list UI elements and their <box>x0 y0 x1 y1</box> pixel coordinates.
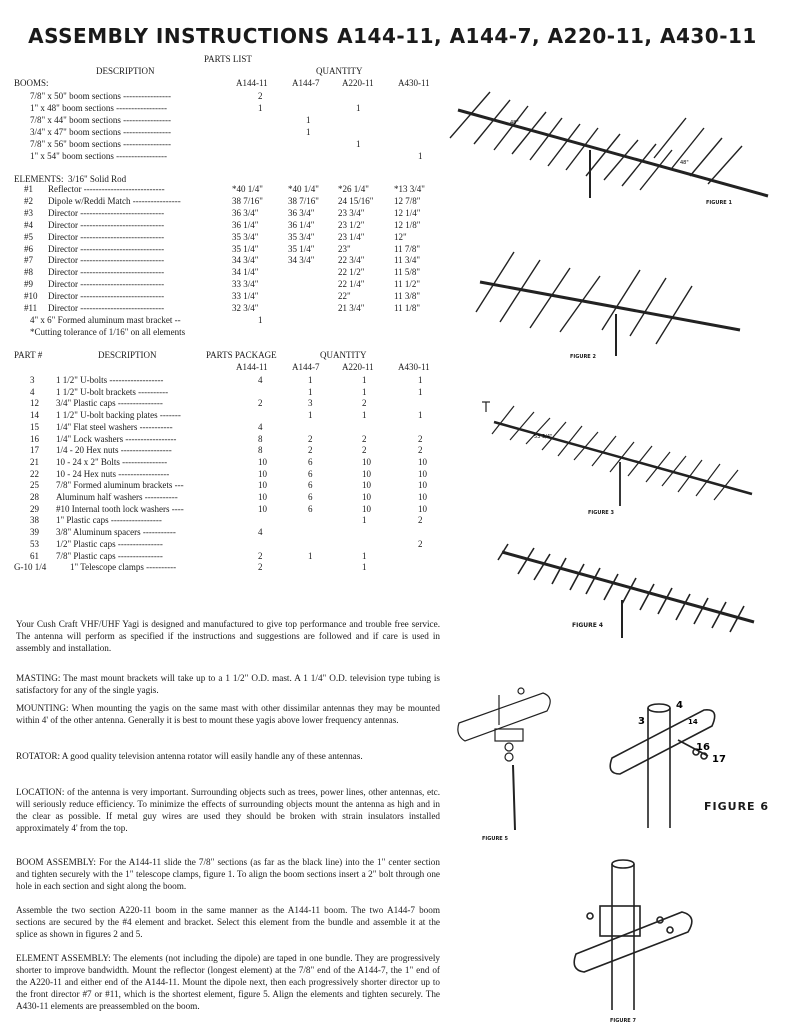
part-number: 25 <box>30 480 39 491</box>
part-description: 1 1/2" U-bolt backing plates ------- <box>56 410 181 421</box>
part-quantity: 10 <box>258 480 267 491</box>
part-quantity: 8 <box>258 445 263 456</box>
part-quantity: 6 <box>308 480 313 491</box>
part-quantity: 1 <box>308 386 313 397</box>
part-quantity: 1 <box>362 515 367 526</box>
element-number: #10 <box>24 291 38 302</box>
part-quantity: 4 <box>258 375 263 385</box>
part-quantity: 10 <box>418 503 427 514</box>
figure-4-diagram <box>494 540 774 640</box>
part-quantity: 1 <box>362 386 367 397</box>
part-quantity: 2 <box>258 398 263 409</box>
part-quantity: 1 <box>418 386 423 397</box>
figure-6-caption: FIGURE 6 <box>704 800 770 813</box>
part-description: 1/4" Flat steel washers ----------- <box>56 421 173 432</box>
elements-header: ELEMENTS: 3/16" Solid Rod <box>14 174 127 184</box>
boom-description: 3/4" x 47" boom sections ---------------- <box>30 127 172 137</box>
element-description: Director ---------------------------- <box>48 291 165 302</box>
part-quantity: 1 <box>362 550 367 561</box>
part-number: 28 <box>30 492 39 502</box>
figure-5-diagram <box>455 685 565 835</box>
figure-1-caption: FIGURE 1 <box>706 200 732 206</box>
element-length: 12 7/8" <box>394 195 421 206</box>
part-quantity: 1 <box>308 375 313 385</box>
part-quantity: 6 <box>308 468 313 479</box>
element-length: 35 1/4" <box>288 243 315 254</box>
part-description: #10 Internal tooth lock washers ---- <box>56 503 184 514</box>
parts-list-description-header: DESCRIPTION <box>96 66 155 76</box>
figure-5-caption: FIGURE 5 <box>482 836 508 842</box>
element-number: #3 <box>24 207 33 218</box>
part-quantity: 1 <box>308 550 313 561</box>
figure-2-antenna <box>476 252 740 356</box>
part-number: 61 <box>30 550 39 561</box>
element-length: 11 1/2" <box>394 279 421 290</box>
figure-4-antenna <box>498 544 754 638</box>
part-number: 4 <box>30 386 35 397</box>
part-number: 29 <box>30 503 39 514</box>
package-description-header: DESCRIPTION <box>98 350 157 360</box>
part-number-header: PART # <box>14 350 43 360</box>
part-quantity: 1 <box>418 375 423 385</box>
element-length: 24 15/16" <box>338 195 374 206</box>
element-length: 33 3/4" <box>232 279 259 290</box>
fig6-label: 14 <box>688 718 698 726</box>
model-header: A144-11 <box>236 362 268 372</box>
boom-quantity: 1 <box>306 127 311 137</box>
element-number: #8 <box>24 267 33 278</box>
part-description: 1/2" Plastic caps --------------- <box>56 538 163 549</box>
parts-list-quantity-header: QUANTITY <box>316 66 363 76</box>
part-quantity: 2 <box>362 433 367 444</box>
part-quantity: 1 <box>362 562 367 573</box>
figure-6-clamp <box>610 704 714 828</box>
part-quantity: 4 <box>258 527 263 538</box>
figure-3-diagram <box>482 398 772 510</box>
part-quantity: 10 <box>258 456 267 467</box>
element-length: *40 1/4" <box>288 184 319 194</box>
figure-7-clamp <box>574 860 692 1010</box>
element-length: 22 1/2" <box>338 267 365 278</box>
part-quantity: 2 <box>418 538 423 549</box>
part-number: 53 <box>30 538 39 549</box>
part-quantity: 10 <box>258 492 267 502</box>
element-number: #1 <box>24 184 33 194</box>
part-quantity: 6 <box>308 456 313 467</box>
element-length: *26 1/4" <box>338 184 369 194</box>
element-length: 12 1/8" <box>394 219 421 230</box>
element-length: *13 3/4" <box>394 184 425 194</box>
element-description: Director ---------------------------- <box>48 267 165 278</box>
element-length: 22" <box>338 291 351 302</box>
part-description: 1 1/2" U-bolts ------------------ <box>56 375 164 385</box>
part-quantity: 6 <box>308 492 313 502</box>
element-length: 12" <box>394 231 407 242</box>
figure-4-caption: FIGURE 4 <box>572 622 604 629</box>
element-length: 23 3/4" <box>338 207 365 218</box>
element-description: Director ---------------------------- <box>48 303 165 313</box>
part-quantity: 2 <box>418 445 423 456</box>
figure-1-diagram <box>450 80 780 210</box>
part-number: 3 <box>30 375 35 385</box>
mast-bracket-desc: 4" x 6" Formed aluminum mast bracket -- <box>30 315 181 325</box>
model-header: A430-11 <box>398 362 430 372</box>
part-description: 3/4" Plastic caps --------------- <box>56 398 163 409</box>
boom-description: 7/8" x 50" boom sections ---------------- <box>30 91 172 101</box>
part-quantity: 10 <box>418 456 427 467</box>
parts-list-heading: PARTS LIST <box>204 54 252 64</box>
part-quantity: 2 <box>258 562 263 573</box>
part-number: 21 <box>30 456 39 467</box>
element-number: #9 <box>24 279 33 290</box>
boom-quantity: 1 <box>418 151 423 161</box>
instruction-paragraph: ELEMENT ASSEMBLY: The elements (not including the dipole) are taped in one bundle. They are progressively shorter to improve bandwidth. Mount the reflector (longest element) at the 7/8" end of the A144-7, the 1" end of the A220-11 and either end of the A144-11. Mount the dipole next, then each progressively shorter director up to the front director #7 or #11, which is the shortest element, figure 5. Align the elements and tighten securely. The A430-11 elements are preassembled on the boom. <box>16 953 440 1011</box>
fig6-label: 16 <box>696 742 710 753</box>
part-quantity: 10 <box>362 492 371 502</box>
model-header: A430-11 <box>398 78 430 88</box>
part-number: 15 <box>30 421 39 432</box>
part-quantity: 10 <box>362 503 371 514</box>
part-quantity: 1 <box>308 410 313 421</box>
instruction-paragraph: Your Cush Craft VHF/UHF Yagi is designed and manufactured to give top performance and trouble free service. The antenna will perform as specified if the instructions and suggestions are followed and if care is used in assembly and installation. <box>16 619 440 653</box>
part-number: G-10 1/4 <box>14 562 47 573</box>
element-number: #6 <box>24 243 33 254</box>
part-quantity: 3 <box>308 398 313 409</box>
part-description: 3/8" Aluminum spacers ----------- <box>56 527 176 538</box>
part-description: 10 - 24 x 2" Bolts --------------- <box>56 456 168 467</box>
booms-header: BOOMS: <box>14 78 49 88</box>
element-length: 34 3/4" <box>288 255 315 266</box>
part-number: 38 <box>30 515 39 526</box>
element-length: 32 3/4" <box>232 303 259 313</box>
element-length: 35 3/4" <box>232 231 259 242</box>
instruction-paragraph: Assemble the two section A220-11 boom in the same manner as the A144-11 boom. The two A144-7 boom sections are secured by the #4 element and bracket. Select this element from the bundle and assemble it at the splice as shown in figures 2 and 5. <box>16 905 440 939</box>
element-description: Dipole w/Reddi Match ---------------- <box>48 195 181 206</box>
element-length: 22 3/4" <box>338 255 365 266</box>
element-length: *40 1/4" <box>232 184 263 194</box>
fig6-label: 4 <box>676 700 683 711</box>
figure-3-antenna <box>482 402 752 506</box>
part-quantity: 10 <box>362 468 371 479</box>
element-length: 23 1/4" <box>338 231 365 242</box>
element-description: Director ---------------------------- <box>48 219 165 230</box>
part-description: 1" Telescope clamps ---------- <box>70 562 177 573</box>
part-quantity: 8 <box>258 433 263 444</box>
part-quantity: 10 <box>418 480 427 491</box>
part-quantity: 2 <box>308 445 313 456</box>
element-number: #7 <box>24 255 33 266</box>
part-quantity: 6 <box>308 503 313 514</box>
figure-3-caption: FIGURE 3 <box>588 510 614 516</box>
part-quantity: 10 <box>418 492 427 502</box>
element-length: 23" <box>338 243 351 254</box>
part-description: Aluminum half washers ----------- <box>56 492 178 502</box>
element-length: 38 7/16" <box>288 195 319 206</box>
cutting-note: *Cutting tolerance of 1/16" on all elements <box>30 327 186 337</box>
part-quantity: 2 <box>258 550 263 561</box>
fig6-label: 3 <box>638 716 645 727</box>
page-title: ASSEMBLY INSTRUCTIONS A144-11, A144-7, A220-11, A430-11 <box>28 24 757 48</box>
part-description: 1" Plastic caps ----------------- <box>56 515 162 526</box>
element-length: 34 3/4" <box>232 255 259 266</box>
element-description: Director ---------------------------- <box>48 243 165 254</box>
part-quantity: 1 <box>418 410 423 421</box>
boom-description: 1" x 54" boom sections ----------------- <box>30 151 168 161</box>
boom-description: 7/8" x 56" boom sections ---------------- <box>30 139 172 149</box>
element-length: 21 3/4" <box>338 303 365 313</box>
part-number: 12 <box>30 398 39 409</box>
fig6-label: 17 <box>712 754 726 765</box>
figure-7-diagram <box>570 860 710 1020</box>
element-length: 11 3/4" <box>394 255 421 266</box>
part-quantity: 10 <box>362 480 371 491</box>
part-quantity: 10 <box>258 468 267 479</box>
boom-quantity: 1 <box>356 139 361 149</box>
element-length: 22 1/4" <box>338 279 365 290</box>
element-number: #4 <box>24 219 33 230</box>
element-description: Reflector --------------------------- <box>48 184 165 194</box>
fig1-dim-b: 48" <box>680 160 689 166</box>
part-number: 39 <box>30 527 39 538</box>
element-length: 36 3/4" <box>232 207 259 218</box>
part-description: 10 - 24 Hex nuts ----------------- <box>56 468 170 479</box>
element-length: 11 3/8" <box>394 291 421 302</box>
part-quantity: 1 <box>362 410 367 421</box>
element-length: 12 1/4" <box>394 207 421 218</box>
model-header: A220-11 <box>342 362 374 372</box>
element-length: 34 1/4" <box>232 267 259 278</box>
element-length: 11 1/8" <box>394 303 421 313</box>
element-length: 36 1/4" <box>288 219 315 230</box>
part-quantity: 10 <box>418 468 427 479</box>
fig1-dim-a: 48" <box>510 120 519 126</box>
part-description: 7/8" Plastic caps --------------- <box>56 550 163 561</box>
element-description: Director ---------------------------- <box>48 255 165 266</box>
part-number: 16 <box>30 433 39 444</box>
fig3-dim: 53 3/4" <box>534 434 553 440</box>
part-quantity: 2 <box>362 398 367 409</box>
element-length: 36 3/4" <box>288 207 315 218</box>
boom-quantity: 2 <box>258 91 263 101</box>
boom-quantity: 1 <box>258 103 263 113</box>
model-header: A144-7 <box>292 362 320 372</box>
part-quantity: 2 <box>362 445 367 456</box>
element-description: Director ---------------------------- <box>48 231 165 242</box>
package-quantity-header: QUANTITY <box>320 350 367 360</box>
element-length: 33 1/4" <box>232 291 259 302</box>
part-description: 1/4" Lock washers ----------------- <box>56 433 177 444</box>
part-quantity: 4 <box>258 421 263 432</box>
parts-package-header: PARTS PACKAGE <box>206 350 277 360</box>
part-quantity: 2 <box>418 433 423 444</box>
element-description: Director ---------------------------- <box>48 207 165 218</box>
part-quantity: 10 <box>362 456 371 467</box>
part-description: 7/8" Formed aluminum brackets --- <box>56 480 184 491</box>
instruction-paragraph: LOCATION: of the antenna is very important. Surrounding objects such as trees, power lines, other antennas, etc. will seriously reduce efficiency. To minimize the effects of surrounding objects mount the antenna as high and in the clear as possible. If metal guy wires are used they should be broken with strain insulators installed approximately 4' from the top. <box>16 787 440 833</box>
boom-quantity: 1 <box>356 103 361 113</box>
instruction-paragraph: ROTATOR: A good quality television antenna rotator will easily handle any of these antennas. <box>16 751 363 761</box>
figure-2-diagram <box>470 252 770 362</box>
part-description: 1 1/2" U-bolt brackets ---------- <box>56 386 169 397</box>
model-header: A144-11 <box>236 78 268 88</box>
figure-2-caption: FIGURE 2 <box>570 354 596 360</box>
element-length: 11 5/8" <box>394 267 421 278</box>
instruction-paragraph: MASTING: The mast mount brackets will take up to a 1 1/2" O.D. mast. A 1 1/4" O.D. television type tubing is satisfactory for any of the single yagis. <box>16 673 440 695</box>
boom-description: 7/8" x 44" boom sections ---------------- <box>30 115 172 125</box>
part-description: 1/4 - 20 Hex nuts ----------------- <box>56 445 172 456</box>
element-length: 35 3/4" <box>288 231 315 242</box>
element-number: #5 <box>24 231 33 242</box>
model-header: A144-7 <box>292 78 320 88</box>
figure-7-caption: FIGURE 7 <box>610 1018 636 1024</box>
part-number: 14 <box>30 410 39 421</box>
element-number: #2 <box>24 195 33 206</box>
part-quantity: 10 <box>258 503 267 514</box>
instruction-paragraph: MOUNTING: When mounting the yagis on the same mast with other dissimilar antennas they may be mounted within 4' of the other antenna. Generally it is best to mount these yagis above lower frequency antennas. <box>16 703 440 725</box>
boom-description: 1" x 48" boom sections ----------------- <box>30 103 168 113</box>
part-quantity: 1 <box>362 375 367 385</box>
figure-5-parts <box>458 688 550 830</box>
element-length: 23 1/2" <box>338 219 365 230</box>
mast-bracket-qty: 1 <box>258 315 263 325</box>
element-length: 35 1/4" <box>232 243 259 254</box>
element-length: 11 7/8" <box>394 243 421 254</box>
part-number: 22 <box>30 468 39 479</box>
instruction-paragraph: BOOM ASSEMBLY: For the A144-11 slide the 7/8" sections (as far as the black line) into the 1" center section and tighten securely with the 1" telescope clamps, figure 1. To align the boom sections insert a 2" bolt through one hole in each section and sight along the boom. <box>16 857 440 891</box>
boom-quantity: 1 <box>306 115 311 125</box>
figure-1-antenna <box>450 92 768 198</box>
part-quantity: 2 <box>308 433 313 444</box>
part-number: 17 <box>30 445 39 456</box>
model-header: A220-11 <box>342 78 374 88</box>
element-length: 36 1/4" <box>232 219 259 230</box>
element-number: #11 <box>24 303 38 313</box>
element-length: 38 7/16" <box>232 195 263 206</box>
element-description: Director ---------------------------- <box>48 279 165 290</box>
part-quantity: 2 <box>418 515 423 526</box>
